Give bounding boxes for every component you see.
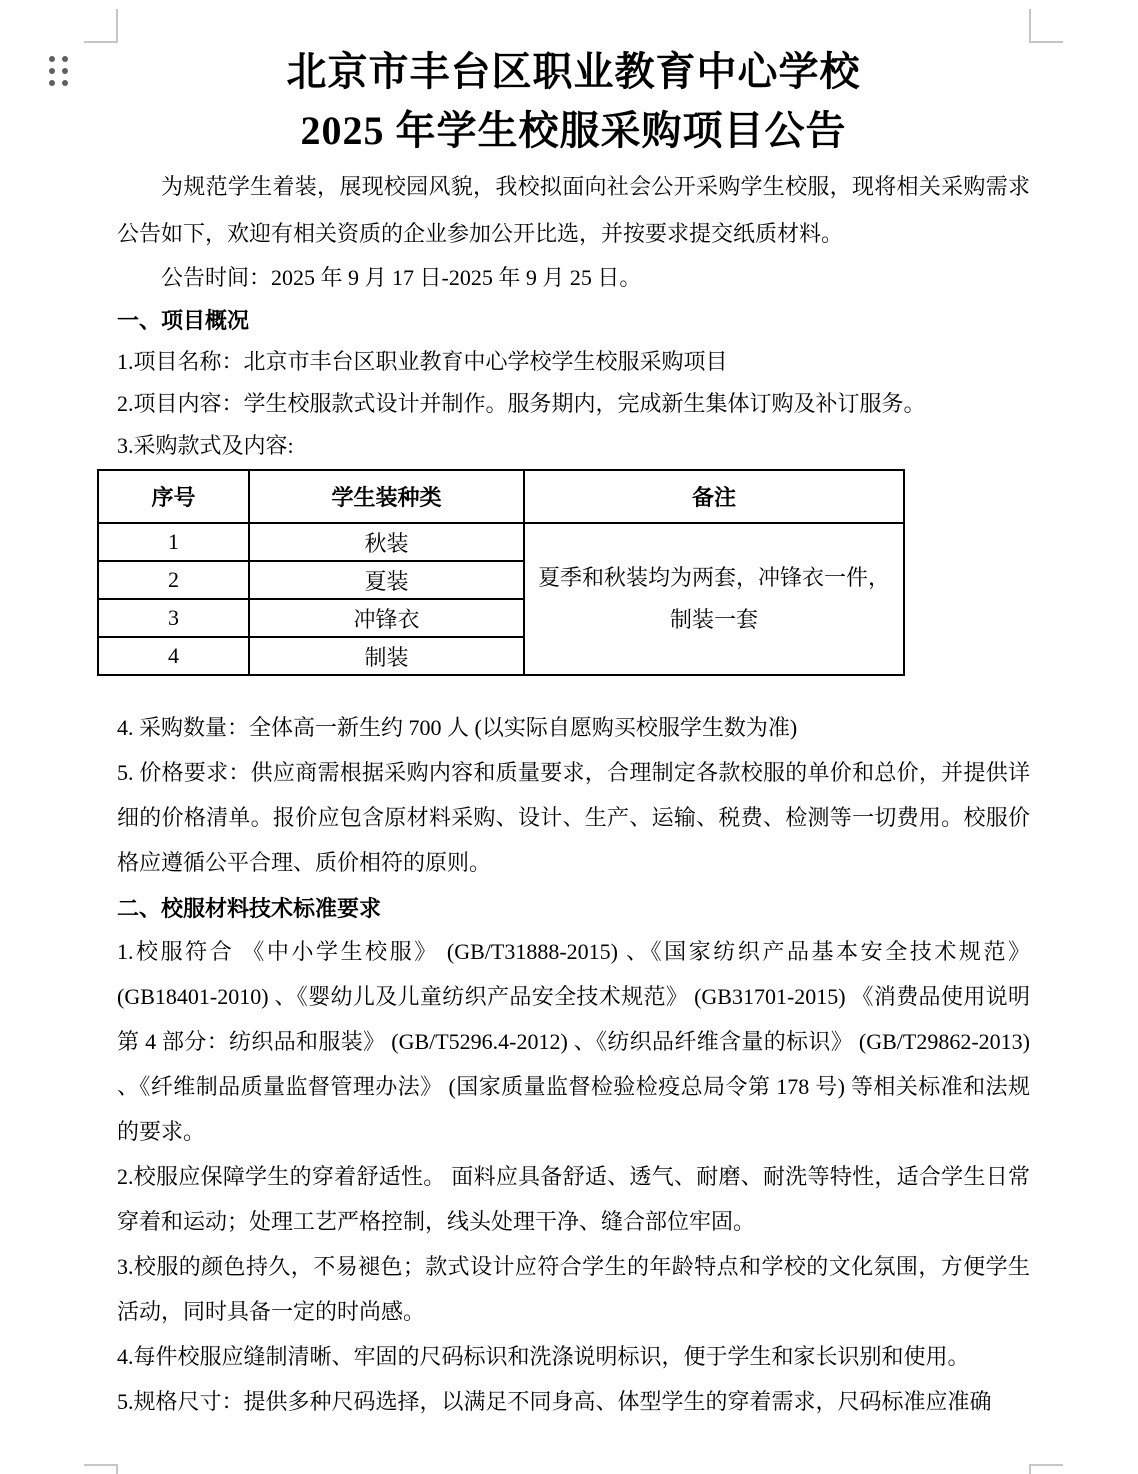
paragraph-intro: 为规范学生着装，展现校园风貌，我校拟面向社会公开采购学生校服，现将相关采购需求公告如下，欢迎有相关资质的企业参加公开比选，并按要求提交纸质材料。 [117, 174, 1030, 246]
table-cell-index: 3 [98, 599, 249, 637]
section1-item-project-content: 2.项目内容：学生校服款式设计并制作。服务期内，完成新生集体订购及补订服务。 [117, 391, 926, 416]
procurement-table [97, 469, 905, 676]
table-cell-index: 4 [98, 637, 249, 675]
section2-item-standards: 1.校服符合 《中小学生校服》 (GB/T31888-2015) 、《国家纺织产品基本安全技术规范》 (GB18401-2010) 、《婴幼儿及儿童纺织产品安全技术规范》 (GB31701-2015) 《消费品使用说明第 4 部分：纺织品和服装》 (GB/T5296.4-2012) 、《纺织品纤维含量的标识》 (GB/T29862-2013) 、《纤维制品质量监督管理办法》 (国家质量监督检验检疫总局令第 178 号) 等相关标准和法规的要求。 [117, 939, 1030, 1144]
paragraph-announce-time: 公告时间：2025 年 9 月 17 日-2025 年 9 月 25 日。 [161, 265, 642, 290]
margin-corner-mark-bottom-right [1029, 1464, 1063, 1474]
section2-item-color-style: 3.校服的颜色持久，不易褪色；款式设计应符合学生的年龄特点和学校的文化氛围，方便学生活动，同时具备一定的时尚感。 [117, 1254, 1030, 1324]
margin-corner-mark-top-right [1029, 9, 1063, 43]
section2-heading: 二、校服材料技术标准要求 [117, 896, 382, 921]
section1-item-project-name: 1.项目名称：北京市丰台区职业教育中心学校学生校服采购项目 [117, 349, 728, 374]
section2-item-sizes: 5.规格尺寸：提供多种尺码选择，以满足不同身高、体型学生的穿着需求，尺码标准应准确 [117, 1389, 992, 1414]
doc-title-line-1: 北京市丰台区职业教育中心学校 [286, 49, 861, 94]
table-header-index: 序号 [98, 470, 249, 523]
section2-item-comfort: 2.校服应保障学生的穿着舒适性。 面料应具备舒适、透气、耐磨、耐洗等特性，适合学生日常穿着和运动；处理工艺严格控制，线头处理干净、缝合部位牢固。 [117, 1164, 1030, 1234]
section1-item-price: 5. 价格要求：供应商需根据采购内容和质量要求，合理制定各款校服的单价和总价，并提供详细的价格清单。报价应包含原材料采购、设计、生产、运输、税费、检测等一切费用。校服价格应遵循公平合理、质价相符的原则。 [117, 760, 1030, 875]
section1-item-quantity: 4. 采购数量：全体高一新生约 700 人 (以实际自愿购买校服学生数为准) [117, 715, 798, 740]
doc-title [117, 42, 1030, 160]
margin-corner-mark-top-left [84, 9, 118, 43]
table-cell-index: 1 [98, 523, 249, 561]
table-row [98, 523, 904, 561]
table-header-remark: 备注 [524, 470, 904, 523]
table-header-category: 学生装种类 [249, 470, 524, 523]
document-content [117, 42, 1030, 1424]
section1-item-purchase-styles: 3.采购款式及内容: [117, 433, 294, 458]
table-cell-index: 2 [98, 561, 249, 599]
table-header-row [98, 470, 904, 523]
table-cell-category: 夏装 [249, 561, 524, 599]
drag-handle-icon[interactable] [49, 56, 68, 86]
margin-corner-mark-bottom-left [84, 1464, 118, 1474]
table-cell-category: 冲锋衣 [249, 599, 524, 637]
section2-item-labels: 4.每件校服应缝制清晰、牢固的尺码标识和洗涤说明标识，便于学生和家长识别和使用。 [117, 1344, 970, 1369]
table-cell-category: 秋装 [249, 523, 524, 561]
section1-heading: 一、项目概况 [117, 308, 250, 333]
doc-title-line-2: 2025 年学生校服采购项目公告 [300, 108, 847, 153]
table-remark-cell: 夏季和秋装均为两套，冲锋衣一件，制装一套 [524, 523, 904, 675]
table-cell-category: 制装 [249, 637, 524, 675]
